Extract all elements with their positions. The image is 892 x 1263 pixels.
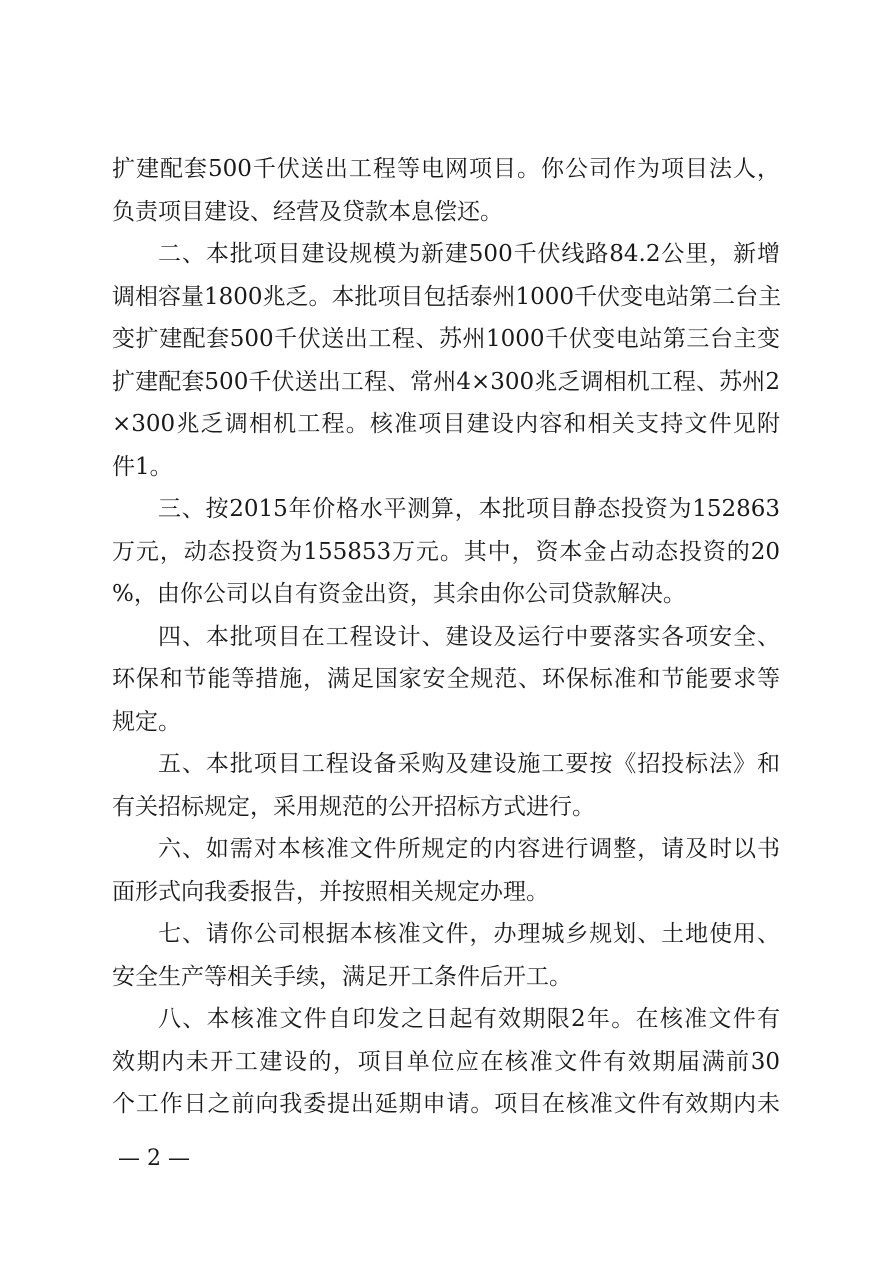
text-line: ×300兆乏调相机工程。核准项目建设内容和相关支持文件见附 [112,411,780,437]
text-line: 个工作日之前向我委提出延期申请。项目在核准文件有效期内未 [112,1091,780,1117]
text-line: 三、按2015年价格水平测算，本批项目静态投资为152863 [158,496,780,522]
text-line: 六、如需对本核准文件所规定的内容进行调整，请及时以书 [158,836,780,862]
text-line: 件1。 [112,453,173,480]
text-line: 五、本批项目工程设备采购及建设施工要按《招投标法》和 [158,751,780,777]
text-line: 调相容量1800兆乏。本批项目包括泰州1000千伏变电站第二台主 [112,283,782,310]
text-line: 负责项目建设、经营及贷款本息偿还。 [112,198,503,225]
text-line: 有关招标规定，采用规范的公开招标方式进行。 [112,793,595,820]
text-line: 扩建配套500千伏送出工程等电网项目。你公司作为项目法人， [112,156,780,182]
text-line: 安全生产等相关手续，满足开工条件后开工。 [112,963,572,990]
page-number: — 2 — [118,1146,190,1171]
text-line: 环保和节能等措施，满足国家安全规范、环保标准和节能要求等 [112,666,780,692]
document-body [112,148,780,1126]
text-line: 效期内未开工建设的，项目单位应在核准文件有效期届满前30 [112,1048,780,1075]
text-line: 万元，动态投资为155853万元。其中，资本金占动态投资的20 [112,538,780,565]
text-line: 四、本批项目在工程设计、建设及运行中要落实各项安全、 [158,623,780,650]
text-line: 规定。 [112,708,181,735]
text-line: %，由你公司以自有资金出资，其余由你公司贷款解决。 [112,581,686,607]
text-line: 变扩建配套500千伏送出工程、苏州1000千伏变电站第三台主变 [112,326,780,352]
text-line: 二、本批项目建设规模为新建500千伏线路84.2公里，新增 [158,241,780,267]
text-line: 八、本核准文件自印发之日起有效期限2年。在核准文件有 [158,1006,780,1032]
text-line: 七、请你公司根据本核准文件，办理城乡规划、土地使用、 [158,921,780,947]
text-line: 扩建配套500千伏送出工程、常州4×300兆乏调相机工程、苏州2 [112,368,780,395]
text-line: 面形式向我委报告，并按照相关规定办理。 [112,878,549,905]
